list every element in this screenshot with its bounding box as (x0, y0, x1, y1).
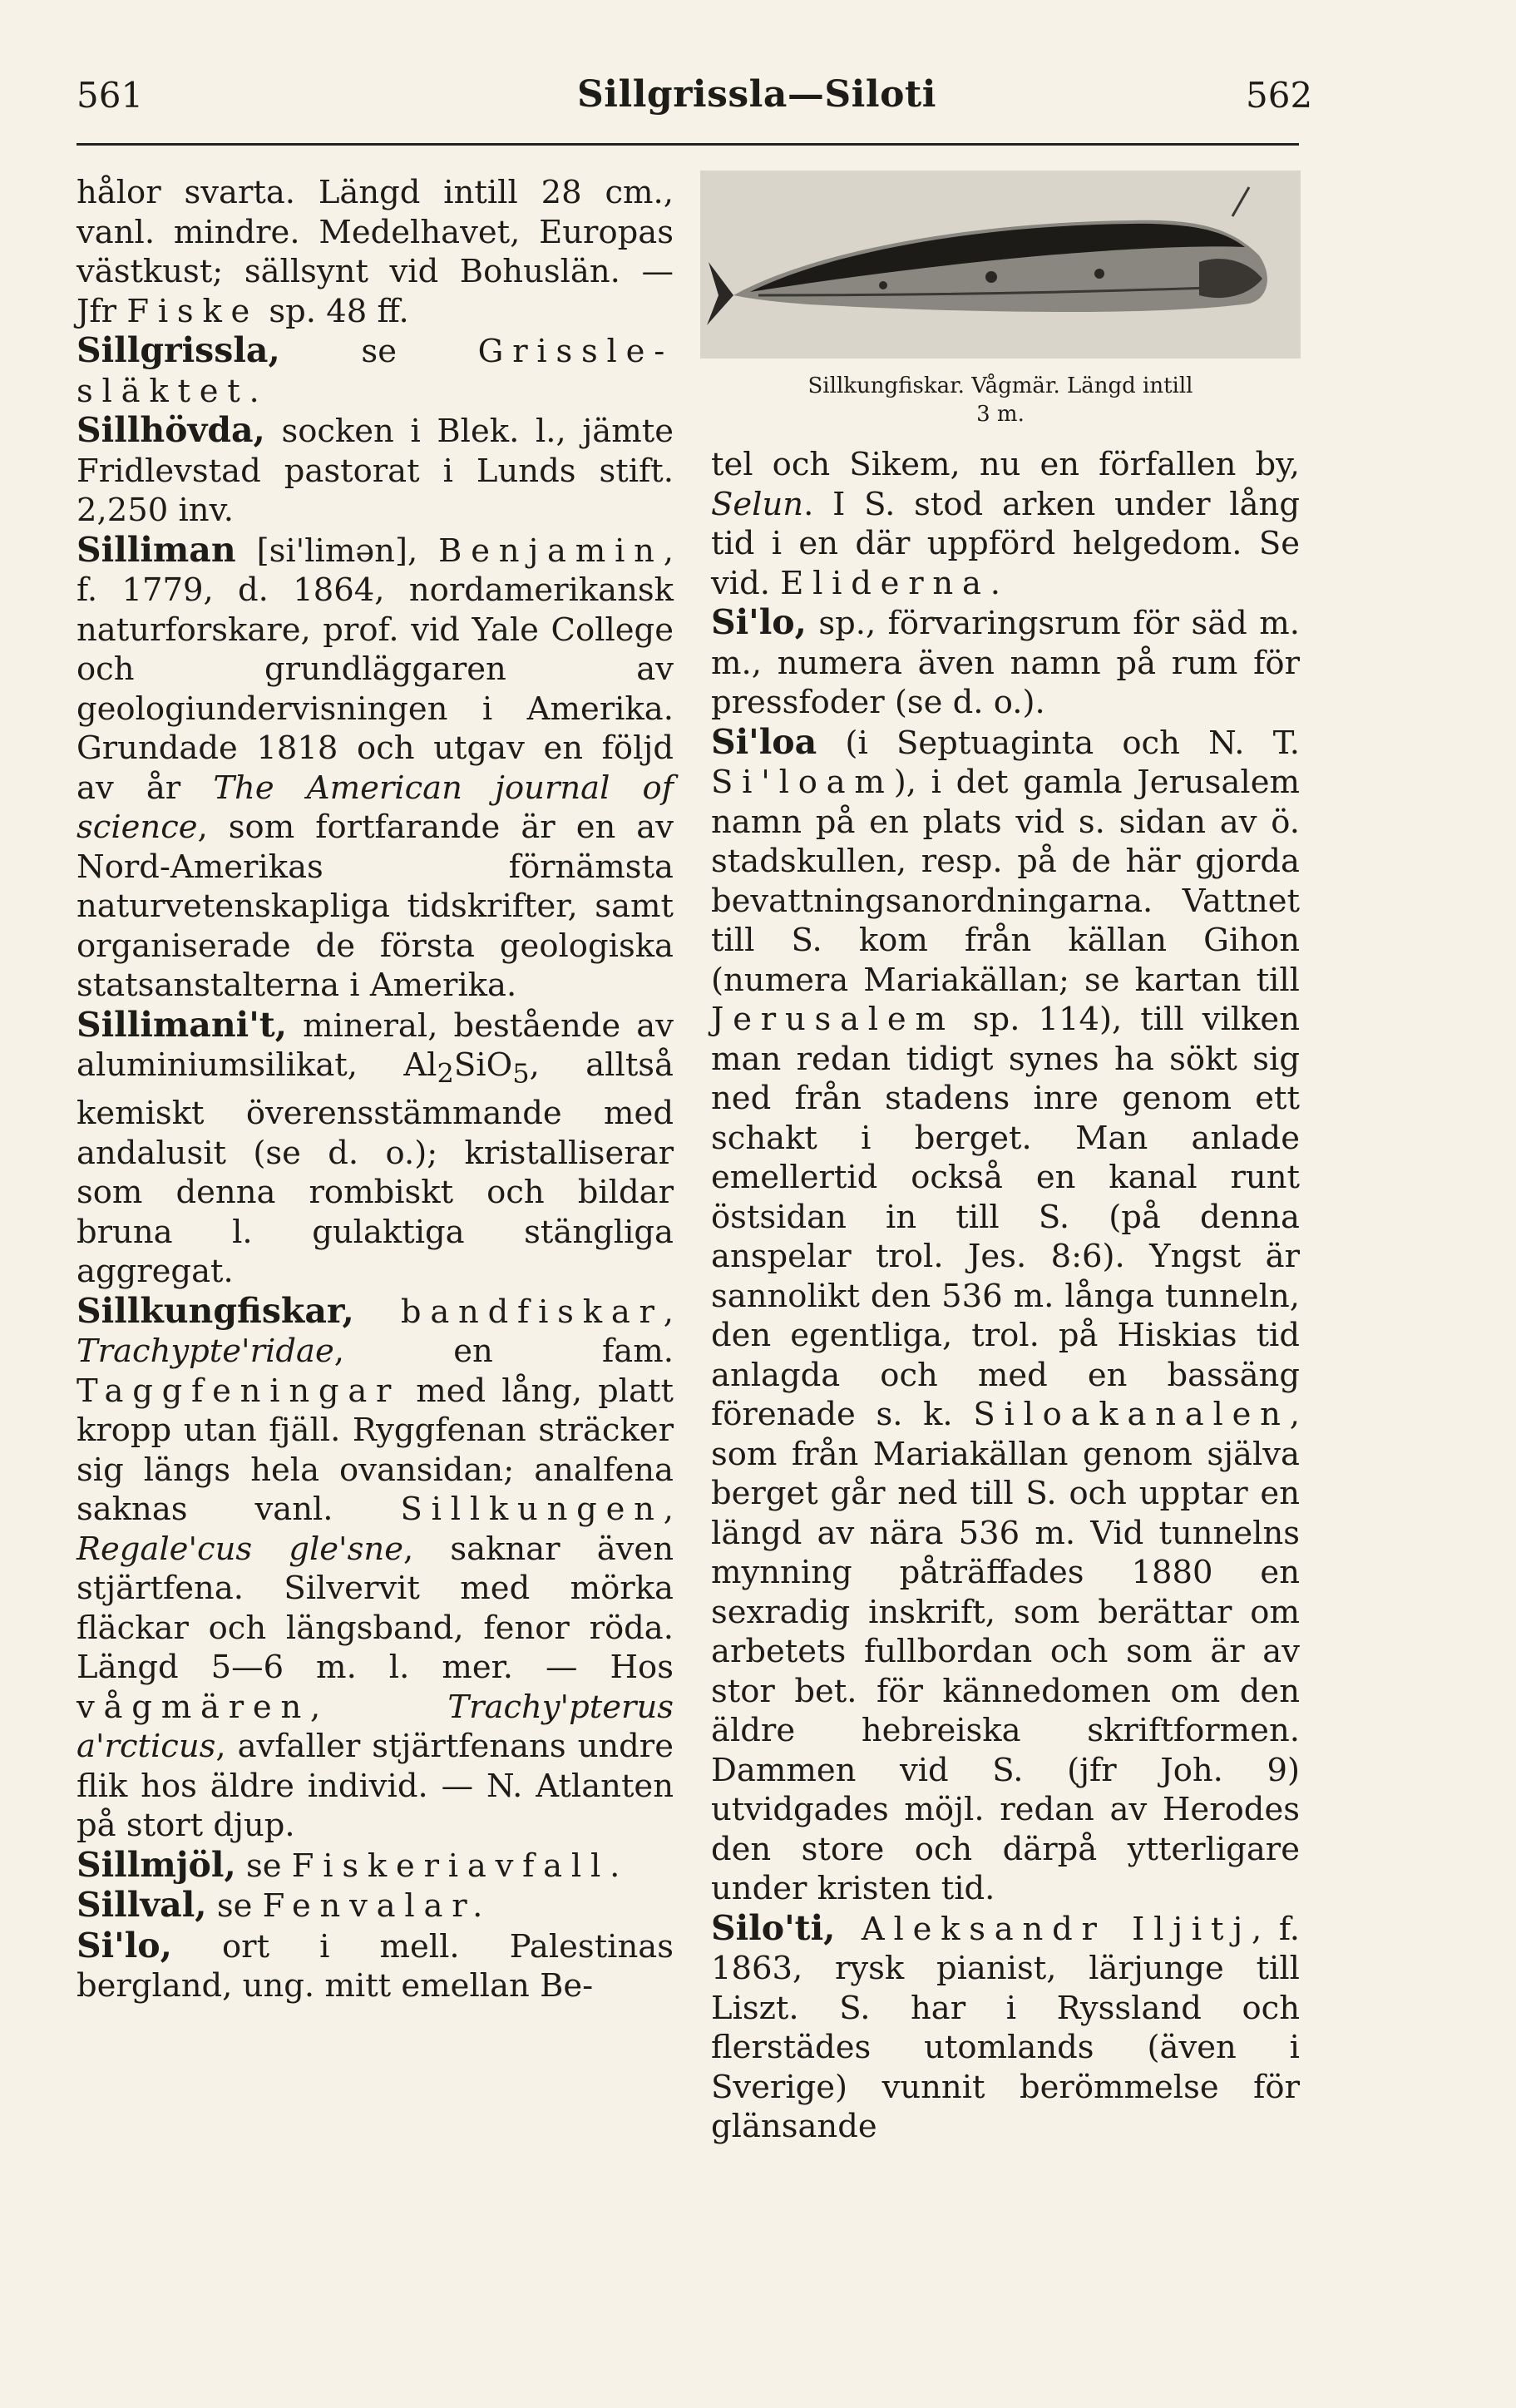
entry-siloti: Silo'ti, Aleksandr Iljitj, f. 1863, rysk pianist, lärjunge till Liszt. S. har i Ryssland och flerstädes utomlands (även i Sverige) vunnit berömmelse för glänsande (711, 1907, 1301, 2145)
entry-sillgrissla: Sillgrissla, se Grissle-släktet. (77, 330, 674, 410)
page-number-right: 562 (1246, 75, 1313, 116)
entry-sillimanit: Sillimani't, mineral, bestående av aluminiumsilikat, $Al_2SiO_5$, alltså kemiskt överensstämmande med andalusit (se d. o.); kristalliserar som denna rombiskt och bildar bruna l. gulaktiga stängliga aggregat. (77, 1004, 674, 1291)
fish-image (700, 171, 1301, 358)
header-rule (77, 143, 1299, 146)
entry-sillkungfiskar: Sillkungfiskar, bandfiskar, Trachypte'ridae, en fam. Taggfeningar med lång, platt kropp utan fjäll. Ryggfenan sträcker sig längs hela ovansidan; analfena saknas vanl. Sillkungen, Regale'cus gle'sne, saknar även stjärtfena. Silvervit med mörka fläckar och längsband, fenor röda. Längd 5—6 m. l. mer. — Hos vågmären, Trachy'pterus a'rcticus, avfaller stjärtfenans undre flik hos äldre individ. — N. Atlanten på stort djup. (77, 1290, 674, 1845)
page-number-left: 561 (77, 75, 144, 116)
entry-silo-place: Si'lo, ort i mell. Palestinas bergland, ung. mitt emellan Be- (77, 1925, 674, 2005)
entry-silliman: Silliman [si'limən], Benjamin, f. 1779, d. 1864, nordamerikansk naturforskare, prof. vid Yale College och grundläggaren av geologiundervisningen i Amerika. Grundade 1818 och utgav en följd av år The American journal of science, som fortfarande är en av Nord-Amerikas förnämsta naturvetenskapliga tidskrifter, samt organiserade de första geologiska statsanstalterna i Amerika. (77, 529, 674, 1004)
column-right (711, 445, 1300, 2147)
running-title: Sillgrissla—Siloti (577, 73, 936, 116)
column-left (77, 173, 674, 2006)
page-header (0, 0, 1516, 150)
caption-line-1: Sillkungfiskar. Vågmär. Längd intill (807, 373, 1193, 398)
entry-sillmjol: Sillmjöl, se Fiskeriavfall. (77, 1844, 630, 1885)
figure-caption (700, 372, 1301, 428)
fish-illustration (700, 171, 1301, 358)
caption-line-2: 3 m. (976, 402, 1025, 427)
entry-silo-place-cont: tel och Sikem, nu en förfallen by, Selun. I S. stod arken under lång tid i en där uppförd helgedom. Se vid. Eliderna. (711, 446, 1300, 602)
entry-silo-storage: Si'lo, sp., förvaringsrum för säd m. m., numera även namn på rum för pressfoder (se d. o.). (711, 602, 1300, 721)
entry-sillhovda: Sillhövda, socken i Blek. l., jämte Fridlevstad pastorat i Lunds stift. 2,250 inv. (77, 410, 674, 529)
entry-siloa: Si'loa (i Septuaginta och N. T. Si'loam), i det gamla Jerusalem namn på en plats vid s. sidan av ö. stadskullen, resp. på de här gjorda bevattningsanordningarna. Vattnet till S. kom från källan Gihon (numera Mariakällan; se kartan till Jerusalem sp. 114), till vilken man redan tidigt synes ha sökt sig ned från stadens inre genom ett schakt i berget. Man anlade emellertid också en kanal runt östsidan in till S. (på denna anspelar trol. Jes. 8:6). Yngst är sannolikt den 536 m. långa tunneln, den egentliga, trol. på Hiskias tid anlagda och med en bassäng förenade s. k. Siloakanalen, som från Mariakällan genom själva berget går ned till S. och upptar en längd av nära 536 m. Vid tunnelns mynning påträffades 1880 en sexradig inskrift, som berättar om arbetets fullbordan och som är av stor bet. för kännedomen om den äldre hebreiska skriftformen. Dammen vid S. (jfr Joh. 9) utvidgades möjl. redan av Herodes den store och därpå ytterligare under kristen tid. (711, 721, 1300, 1907)
entry-sillval: Sillval, se Fenvalar. (77, 1885, 492, 1926)
figure-vagmar (700, 171, 1301, 445)
entry-continuation: hålor svarta. Längd intill 28 cm., vanl. mindre. Medelhavet, Europas västkust; sällsynt vid Bohuslän. — Jfr Fiske sp. 48 ff. (77, 174, 674, 330)
